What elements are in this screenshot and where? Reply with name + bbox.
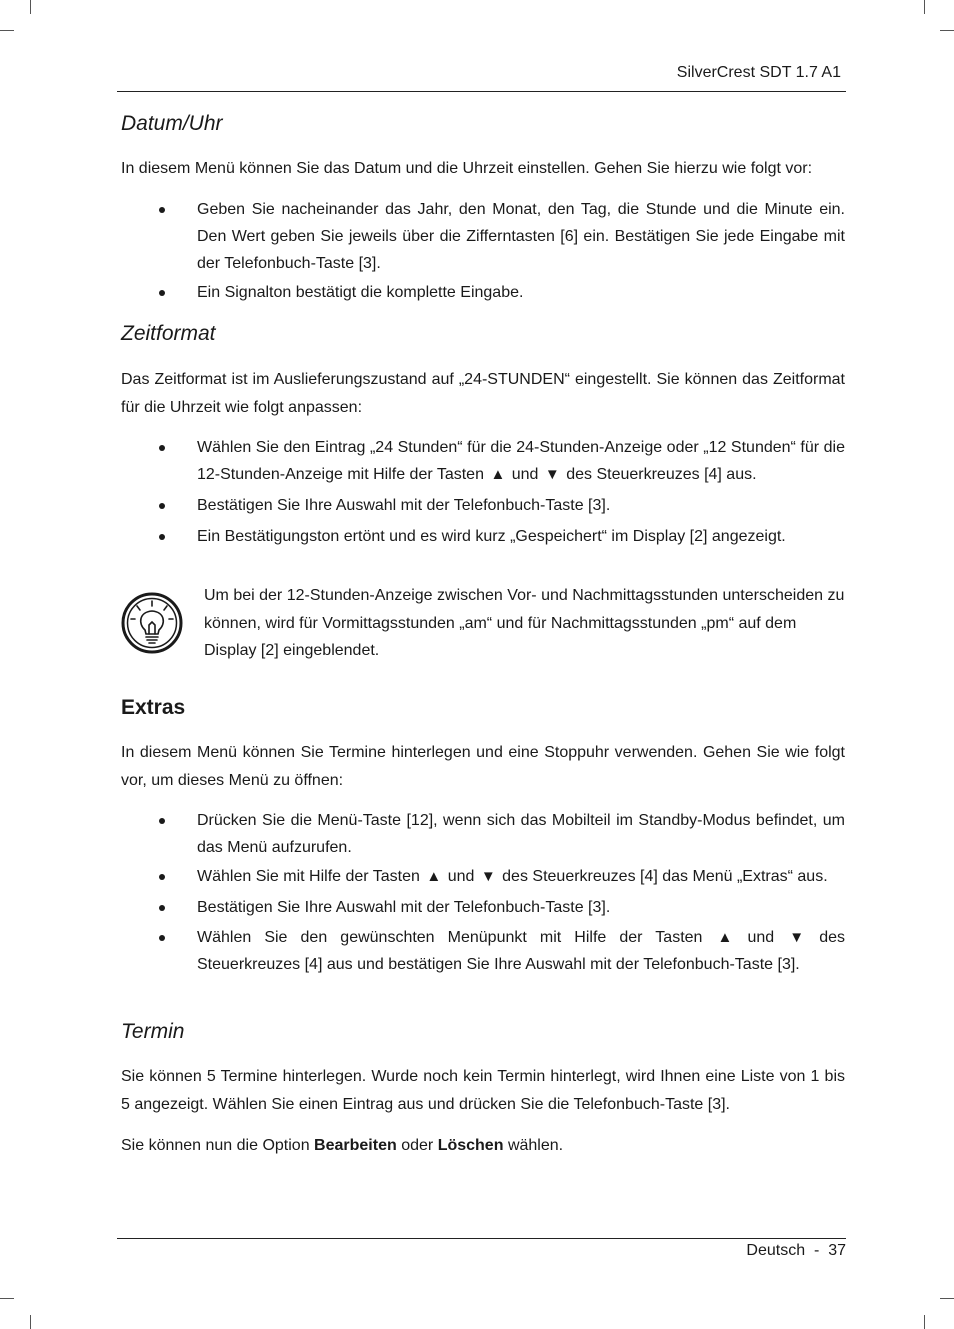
- zeitformat-intro: Das Zeitformat ist im Auslieferungszustand auf „24-STUNDEN“ eingestellt. Sie können das Zeitformat für die Uhrzeit wie folgt anpassen:: [121, 371, 845, 416]
- bullet-dot: [159, 818, 165, 824]
- heading-zeitformat: Zeitformat: [121, 322, 216, 345]
- bullet-dot: [159, 874, 165, 880]
- running-header: SilverCrest SDT 1.7 A1: [676, 64, 841, 81]
- lightbulb-icon: [121, 592, 183, 654]
- down-arrow-icon: ▼: [789, 929, 805, 946]
- heading-termin: Termin: [121, 1020, 185, 1043]
- option-loeschen: Löschen: [437, 1137, 504, 1154]
- list-item: Wählen Sie den Eintrag „24 Stunden“ für die 24-Stunden-Anzeige oder „12 Stunden“ für die 12-Stunden-Anzeige mit Hilfe der Tasten ▲ und ▼ des Steuerkreuzes [4] aus.: [121, 434, 845, 488]
- list-item: Wählen Sie mit Hilfe der Tasten ▲ und ▼ des Steuerkreuzes [4] das Menü „Extras“ aus.: [121, 863, 845, 890]
- crop-mark: [30, 1315, 31, 1329]
- crop-mark: [30, 0, 31, 14]
- up-arrow-icon: ▲: [490, 466, 506, 483]
- bullet-dot: [159, 905, 165, 911]
- crop-mark: [940, 1298, 954, 1299]
- heading-datum-uhr: Datum/Uhr: [121, 112, 223, 135]
- list-item: Geben Sie nacheinander das Jahr, den Monat, den Tag, die Stunde und die Minute ein. Den Wert geben Sie jeweils über die Zifferntasten [6] ein. Bestätigen Sie jede Eingabe mit der Telefonbuch-Taste [3].: [121, 196, 845, 277]
- list-item: Ein Signalton bestätigt die komplette Eingabe.: [121, 279, 845, 306]
- extras-list: [121, 807, 845, 978]
- down-arrow-icon: ▼: [544, 466, 560, 483]
- list-item: Bestätigen Sie Ihre Auswahl mit der Telefonbuch-Taste [3].: [121, 894, 845, 921]
- datum-uhr-intro: In diesem Menü können Sie das Datum und die Uhrzeit einstellen. Gehen Sie hierzu wie folgt vor:: [121, 160, 813, 177]
- crop-mark: [940, 30, 954, 31]
- heading-extras: Extras: [121, 696, 186, 719]
- termin-option-text: Sie können nun die Option Bearbeiten oder Löschen wählen.: [121, 1137, 564, 1154]
- list-item: Drücken Sie die Menü-Taste [12], wenn sich das Mobilteil im Standby-Modus befindet, um das Menü aufzurufen.: [121, 807, 845, 861]
- down-arrow-icon: ▼: [480, 868, 496, 885]
- crop-mark: [0, 30, 14, 31]
- bullet-dot: [159, 290, 165, 296]
- extras-intro: In diesem Menü können Sie Termine hinterlegen und eine Stoppuhr verwenden. Gehen Sie wie folgt vor, um dieses Menü zu öffnen:: [121, 744, 845, 789]
- crop-mark: [924, 1315, 925, 1329]
- up-arrow-icon: ▲: [717, 929, 733, 946]
- option-bearbeiten: Bearbeiten: [314, 1137, 397, 1154]
- note-text: Um bei der 12-Stunden-Anzeige zwischen Vor- und Nachmittagsstunden unterscheiden zu können, wird für Vormittagsstunden „am“ und für Nachmittagsstunden „pm“ auf dem Display [2] eingeblendet.: [204, 587, 845, 659]
- bullet-dot: [159, 935, 165, 941]
- header-rule: [117, 91, 846, 92]
- crop-mark: [924, 0, 925, 14]
- bullet-dot: [159, 445, 165, 451]
- list-item: Bestätigen Sie Ihre Auswahl mit der Telefonbuch-Taste [3].: [121, 492, 845, 519]
- bullet-dot: [159, 207, 165, 213]
- zeitformat-list: [121, 434, 845, 550]
- termin-intro: Sie können 5 Termine hinterlegen. Wurde noch kein Termin hinterlegt, wird Ihnen eine Liste von 1 bis 5 angezeigt. Wählen Sie einen Eintrag aus und drücken Sie die Telefonbuch-Taste [3].: [121, 1068, 845, 1113]
- datum-uhr-list: [121, 196, 845, 306]
- up-arrow-icon: ▲: [426, 868, 442, 885]
- list-item: Wählen Sie den gewünschten Menüpunkt mit Hilfe der Tasten ▲ und ▼ des Steuerkreuzes [4] aus und bestätigen Sie Ihre Auswahl mit der Telefonbuch-Taste [3].: [121, 924, 845, 978]
- bullet-dot: [159, 534, 165, 540]
- footer-rule: [117, 1238, 846, 1239]
- page-footer: Deutsch - 37: [746, 1242, 846, 1259]
- crop-mark: [0, 1298, 14, 1299]
- bullet-dot: [159, 503, 165, 509]
- list-item: Ein Bestätigungston ertönt und es wird kurz „Gespeichert“ im Display [2] angezeigt.: [121, 523, 845, 550]
